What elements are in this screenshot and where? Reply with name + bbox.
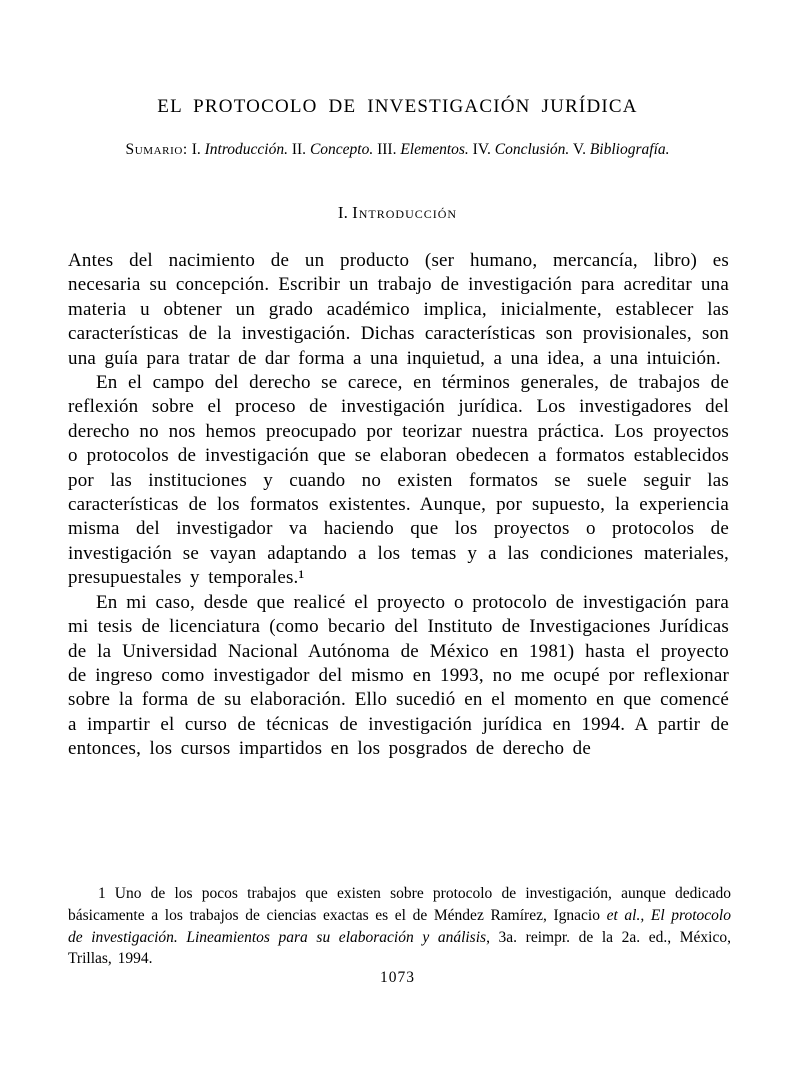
sumario-item — [192, 141, 288, 158]
sumario-item — [573, 141, 670, 158]
sumario-item-numeral: IV. — [472, 141, 491, 158]
section-title: Introducción — [352, 203, 458, 222]
section-numeral: I. — [337, 203, 348, 222]
sumario-item — [292, 141, 373, 158]
paragraph: Antes del nacimiento de un producto (ser humano, mercancía, libro) es necesaria su concepción. Escribir un trabajo de investigación para acreditar una materia u obtener un grado académico implica, inicialmente, establecer las características de la investigación. Dichas características son provisionales, son una guía para tratar de dar forma a una inquietud, a una idea, a una intuición. — [68, 250, 729, 369]
sumario-item-title: Elementos. — [400, 141, 469, 158]
paragraph: En mi caso, desde que realicé el proyecto o protocolo de investigación para mi tesis de licenciatura (como becario del Instituto de Investigaciones Jurídicas de la Universidad Nacional Autónoma de México en 1981) hasta el proyecto de ingreso como investigador del mismo en 1993, no me ocupé por reflexionar sobre la forma de su elaboración. Ello sucedió en el momento en que comencé a impartir el curso de técnicas de investigación jurídica en 1994. A partir de entonces, los cursos impartidos en los posgrados de derecho de — [68, 591, 729, 760]
sumario — [98, 137, 698, 163]
article-body — [68, 249, 729, 762]
footnote-marker: 1 — [98, 885, 106, 902]
sumario-item-title: Conclusión. — [494, 141, 570, 158]
sumario-item-numeral: II. — [291, 141, 307, 158]
sumario-item — [377, 141, 469, 158]
article-title: EL PROTOCOLO DE INVESTIGACIÓN JURÍDICA — [157, 96, 638, 117]
footnote-segment-et-al: et al., — [606, 906, 651, 924]
page-number: 1073 — [380, 969, 415, 986]
sumario-item-numeral: V. — [572, 141, 586, 158]
footnote — [68, 883, 731, 970]
sumario-item-numeral: I. — [191, 141, 201, 158]
sumario-item — [473, 141, 570, 158]
sumario-item-title: Introducción. — [204, 141, 288, 158]
sumario-item-title: Concepto. — [309, 141, 374, 158]
footnote-segment: , 3a. reimpr. de la 2a. ed., México, Trillas, 1994. — [68, 928, 731, 968]
footnote-segment-book-title: El protocolo de investigación. Lineamientos para su elaboración y análisis — [68, 906, 731, 946]
section-heading — [0, 203, 795, 223]
paragraph: En el campo del derecho se carece, en términos generales, de trabajos de reflexión sobre el proceso de investigación jurídica. Los investigadores del derecho no nos hemos preocupado por teorizar nuestra práctica. Los proyectos o protocolos de investigación que se elaboran obedecen a formatos establecidos por las instituciones y cuando no existen formatos se suele seguir las características de los formatos existentes. Aunque, por supuesto, la experiencia misma del investigador va haciendo que los proyectos o protocolos de investigación se vayan adaptando a los temas y a las condiciones materiales, presupuestales y temporales.¹ — [68, 372, 729, 589]
sumario-item-numeral: III. — [377, 141, 397, 158]
footnote-segment: Uno de los pocos trabajos que existen sobre protocolo de investigación, aunque dedicado básicamente a los trabajos de ciencias exactas es el de Méndez Ramírez, Ignacio — [68, 885, 731, 924]
footnote-text — [68, 883, 731, 970]
sumario-item-title: Bibliografía. — [589, 141, 670, 158]
sumario-label: Sumario: — [125, 141, 188, 158]
